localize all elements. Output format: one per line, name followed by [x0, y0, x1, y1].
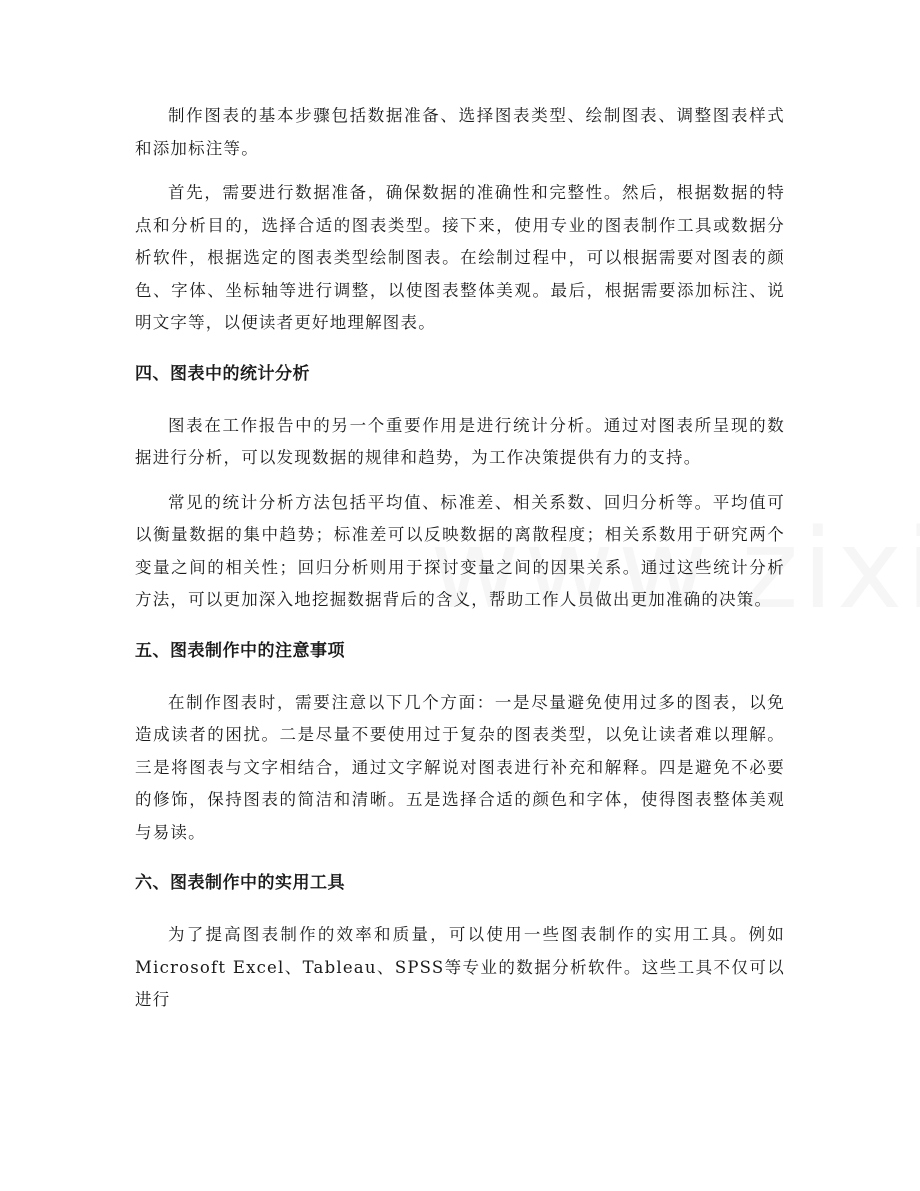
paragraph: 为了提高图表制作的效率和质量，可以使用一些图表制作的实用工具。例如Microsoft Excel、Tableau、SPSS等专业的数据分析软件。这些工具不仅可以进行: [135, 925, 785, 1009]
paragraph: 首先，需要进行数据准备，确保数据的准确性和完整性。然后，根据数据的特点和分析目的，选择合适的图表类型。接下来，使用专业的图表制作工具或数据分析软件，根据选定的图表类型绘制图表。在绘制过程中，可以根据需要对图表的颜色、字体、坐标轴等进行调整，以使图表整体美观。最后，根据需要添加标注、说明文字等，以便读者更好地理解图表。: [135, 183, 785, 332]
paragraph: 制作图表的基本步骤包括数据准备、选择图表类型、绘制图表、调整图表样式和添加标注等。: [135, 106, 785, 158]
document-page: [135, 100, 785, 1017]
paragraph: 图表在工作报告中的另一个重要作用是进行统计分析。通过对图表所呈现的数据进行分析，可以发现数据的规律和趋势，为工作决策提供有力的支持。: [135, 415, 785, 467]
section-heading-6: 六、图表制作中的实用工具: [135, 873, 345, 893]
section-heading-4: 四、图表中的统计分析: [135, 363, 310, 384]
paragraph: 在制作图表时，需要注意以下几个方面：一是尽量避免使用过多的图表，以免造成读者的困扰。二是尽量不要使用过于复杂的图表类型，以免让读者难以理解。三是将图表与文字相结合，通过文字解说对图表进行补充和解释。四是避免不必要的修饰，保持图表的简洁和清晰。五是选择合适的颜色和字体，使得图表整体美观与易读。: [135, 692, 785, 842]
section-heading-5: 五、图表制作中的注意事项: [135, 640, 345, 661]
paragraph: 常见的统计分析方法包括平均值、标准差、相关系数、回归分析等。平均值可以衡量数据的集中趋势；标准差可以反映数据的离散程度；相关系数用于研究两个变量之间的相关性；回归分析则用于探讨变量之间的因果关系。通过这些统计分析方法，可以更加深入地挖掘数据背后的含义，帮助工作人员做出更加准确的决策。: [135, 492, 785, 609]
